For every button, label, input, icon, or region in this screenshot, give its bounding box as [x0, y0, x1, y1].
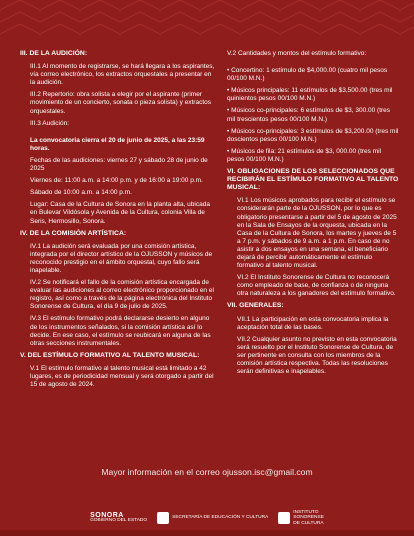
isc-emblem-icon: [278, 512, 290, 524]
section-3-item-3: III.3 Audición:: [30, 119, 70, 127]
sonora-word: SONORA: [90, 511, 124, 519]
audition-place: Lugar: Casa de la Cultura de Sonora en la planta alta, ubicada en Bulevar Vildósola y Avenida de la Cultura, colonia Villa de Seris, Hermosillo, Sonora.: [30, 201, 210, 225]
right-column: [227, 50, 399, 380]
sec-name: SECRETARÍA DE EDUCACIÓN Y CULTURA: [172, 515, 269, 521]
friday-hours: Viernes de: 11:00 a.m. a 14:00 p.m. y de 16:00 a 19:00 p.m.: [30, 177, 203, 185]
section-4-item-1: IV.1 La audición será evaluada por una comisión artística, integrada por el director artístico de la OJUSSON y músicos de reconocido prestigio en el ámbito orquestal, cuyo fallo será inapelable.: [30, 242, 213, 274]
section-4-item-3: IV.3 El estímulo formativo podrá declararse desierto en alguno de los instrumentos señalados, si la comisión artística así lo decide. En ese caso, el estímulo se reubicará en alguna de las otras secciones instrumentales.: [30, 315, 211, 347]
section-6-item-2: VI.2 El Instituto Sonorense de Cultura no reconocerá como empleado de base, de confianza o de ninguna otra naturaleza a los ganadores del estímulo formativo.: [237, 274, 396, 298]
sonora-subtitle: GOBIERNO DEL ESTADO: [90, 518, 148, 523]
saturday-hours: Sábado de 10:00 a.m. a 14:00 p.m.: [30, 189, 132, 197]
section-3-item-1: III.1 Al momento de registrarse, se hará llegara a los aspirantes, vía correo electrónico, los extractos orquestales a presentar en la audición.: [30, 63, 215, 87]
footer-logos: [0, 505, 414, 531]
stipend-section: • Músicos de fila: 21 estímulos de $3, 000.00 (tres mil pesos 00/100 M.N.): [227, 147, 382, 163]
section-4-title: IV. DE LA COMISIÓN ARTÍSTICA:: [20, 229, 127, 237]
section-4-item-2: IV.2 Se notificará el fallo de la comisión artística encargada de evaluar las audiciones al correo electrónico proporcionado en el registro, así como a través de la página electrónica del Instituto Sonorense de Cultura, el día 9 de julio de 2025.: [30, 279, 214, 311]
closing-date: La convocatoria cierra el 20 de junio de 2025, a las 23:59 horas.: [30, 136, 205, 152]
isc-line-2: SONORENSE: [293, 515, 324, 521]
stipend-co-principal-b: • Músicos co-principales: 3 estímulos de $3,200.00 (tres mil doscientos pesos 00/100 M.N.): [227, 127, 399, 143]
section-6-title: VI. OBLIGACIONES DE LOS SELECCIONADOS QUE RECIBIRÁN EL ESTÍMULO FORMATIVO AL TALENTO MUSICAL:: [227, 168, 399, 192]
bottom-bar: [0, 530, 414, 536]
sec-logo: [157, 512, 268, 524]
section-7-item-1: VII.1 La participación en esta convocatoria implica la aceptación total de las bases.: [237, 315, 389, 331]
isc-line-3: DE CULTURA: [293, 520, 324, 526]
section-3-title: III. DE LA AUDICIÓN:: [20, 50, 88, 57]
sonora-logo: [90, 513, 147, 524]
section-5-title: V. DEL ESTÍMULO FORMATIVO AL TALENTO MUSICAL:: [20, 351, 200, 359]
stipend-principal: • Músicos principales: 11 estímulos de $3,500.00 (tres mil quinientos pesos 00/100 M.N.): [227, 87, 393, 103]
stipend-co-principal-a: • Músicos co-principales: 6 estímulos de $3, 300.00 (tres mil trescientos pesos 00/100 M.N.): [227, 107, 391, 123]
section-7-title: VII. GENERALES:: [227, 302, 284, 310]
audition-dates: Fechas de las audiciones: viernes 27 y sábado 28 de junio de 2025: [30, 156, 208, 173]
section-5-item-2: V.2 Cantidades y montos del estímulo formativo:: [227, 50, 367, 57]
decorative-pattern-header: [0, 0, 414, 44]
contact-line: Mayor información en el correo ojusson.isc@gmail.com: [101, 467, 313, 477]
sec-emblem-icon: [157, 512, 169, 524]
section-6-item-1: VI.1 Los músicos aprobados para recibir el estímulo se considerarán parte de la OJUSSON, por lo que es obligatorio presentarse a partir del 5 de agosto de 2025 en la Sala de Ensayos de la orquesta, ubicada en la Casa de la Cultura de Sonora, los martes y jueves de 5 a 7 p.m. y sábados de 9 a.m. a 1 p.m. En caso de no asistir a dos ensayos en una semana, el beneficiario dejará de percibir automáticamente el estímulo formativo al talento musical.: [237, 197, 397, 270]
left-column: [20, 50, 216, 393]
isc-line-1: INSTITUTO: [293, 509, 319, 515]
section-5-item-1: V.1 El estímulo formativo al talento musical está limitado a 42 lugares, es de periodicidad mensual y será otorgado a partir del 15 de agosto de 2024.: [30, 364, 214, 389]
stipend-concertino: • Concertino: 1 estímulo de $4,000.00 (cuatro mil pesos 00/100 M.N.): [227, 67, 388, 83]
section-3-item-2: III.2 Repertorio: obra solista a elegir por el aspirante (primer movimiento de un concierto, sonata o pieza solista) y extractos orquestales.: [30, 91, 212, 115]
section-7-item-2: VII.2 Cualquier asunto no previsto en esta convocatoria será resuelto por el Instituto Sonorense de Cultura, de ser pertinente en consulta con los miembros de la comisión artística respectiva. Todas las resoluciones serán definitivas e inapelables.: [237, 335, 397, 376]
isc-logo: [278, 510, 324, 526]
